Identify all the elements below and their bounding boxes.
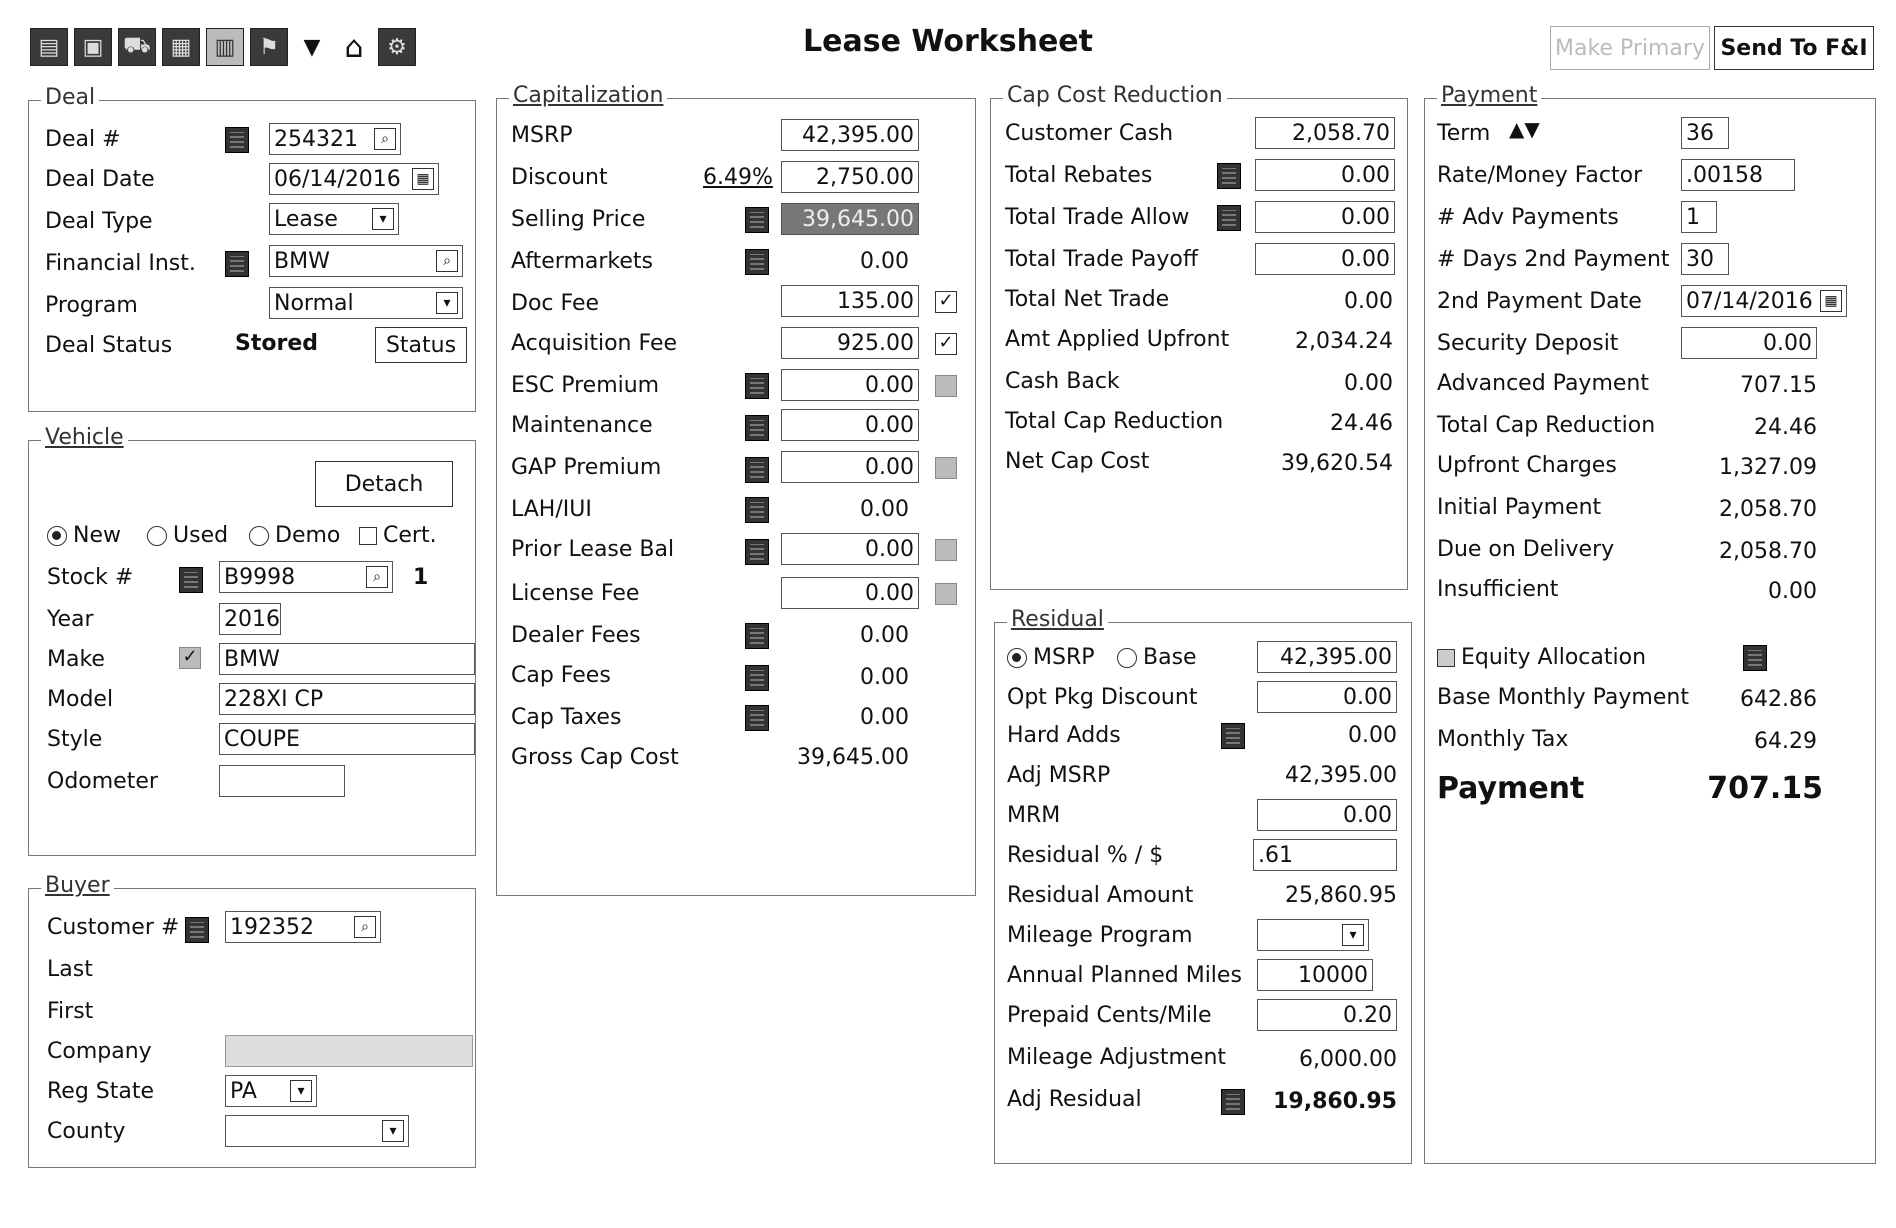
odometer-label: Odometer bbox=[47, 769, 158, 794]
chevron-down-icon[interactable]: ▾ bbox=[1342, 924, 1364, 946]
capitalization-legend: Capitalization bbox=[509, 83, 667, 108]
due-on-delivery-label: Due on Delivery bbox=[1437, 537, 1615, 562]
rate-input[interactable]: .00158 bbox=[1681, 159, 1795, 191]
fin-inst-label: Financial Inst. bbox=[45, 251, 196, 276]
annual-planned-miles-label: Annual Planned Miles bbox=[1007, 963, 1242, 988]
calculator-icon[interactable] bbox=[745, 705, 769, 731]
monthly-tax-label: Monthly Tax bbox=[1437, 727, 1569, 752]
base-monthly-payment-value: 642.86 bbox=[1740, 687, 1817, 712]
acquisition-fee-checkbox[interactable]: ✓ bbox=[935, 333, 957, 355]
cert-checkbox[interactable]: Cert. bbox=[359, 523, 437, 548]
calculator-icon[interactable] bbox=[745, 207, 769, 233]
residual-amount-label: Residual Amount bbox=[1007, 883, 1194, 908]
acquisition-fee-input[interactable]: 925.00 bbox=[781, 327, 919, 359]
gap-premium-label: GAP Premium bbox=[511, 455, 662, 480]
net-cap-cost-value: 39,620.54 bbox=[1281, 451, 1393, 476]
term-label: Term bbox=[1437, 121, 1491, 146]
residual-group bbox=[994, 607, 1412, 1164]
odometer-input[interactable] bbox=[219, 765, 345, 797]
payment-total-value: 707.15 bbox=[1707, 771, 1823, 806]
adv-payments-input[interactable]: 1 bbox=[1681, 201, 1717, 233]
calculator-icon[interactable] bbox=[745, 539, 769, 565]
year-input[interactable]: 2016 bbox=[219, 603, 281, 635]
discount-label: Discount bbox=[511, 165, 608, 190]
calculator-icon[interactable] bbox=[745, 497, 769, 523]
days-2nd-payment-input[interactable]: 30 bbox=[1681, 243, 1729, 275]
term-input[interactable]: 36 bbox=[1681, 117, 1729, 149]
annual-planned-miles-input[interactable]: 10000 bbox=[1257, 959, 1373, 991]
amt-applied-upfront-label: Amt Applied Upfront bbox=[1005, 327, 1230, 352]
adj-residual-value: 19,860.95 bbox=[1273, 1089, 1397, 1114]
license-fee-checkbox[interactable] bbox=[935, 583, 957, 605]
acquisition-fee-label: Acquisition Fee bbox=[511, 331, 678, 356]
doc-fee-input[interactable]: 135.00 bbox=[781, 285, 919, 317]
total-cap-reduction-value: 24.46 bbox=[1330, 411, 1393, 436]
esc-premium-checkbox[interactable] bbox=[935, 375, 957, 397]
residual-legend: Residual bbox=[1007, 607, 1108, 632]
customer-cash-label: Customer Cash bbox=[1005, 121, 1174, 146]
stock-input[interactable]: B9998 ⌕ bbox=[219, 561, 393, 593]
residual-amount-value: 25,860.95 bbox=[1285, 883, 1397, 908]
total-trade-allow-input[interactable]: 0.00 bbox=[1255, 201, 1395, 233]
car-icon[interactable]: ⛟ bbox=[118, 28, 156, 66]
calculator-icon[interactable] bbox=[745, 665, 769, 691]
residual-pct-input[interactable]: .61 bbox=[1253, 839, 1397, 871]
residual-pct-label: Residual % / $ bbox=[1007, 843, 1164, 868]
msrp-input[interactable]: 42,395.00 bbox=[781, 119, 919, 151]
reg-state-select[interactable]: PA ▾ bbox=[225, 1075, 317, 1107]
payment-group bbox=[1424, 83, 1876, 1164]
buyer-group bbox=[28, 873, 476, 1168]
mileage-program-select[interactable] bbox=[1257, 919, 1369, 951]
stock-count: 1 bbox=[413, 565, 429, 590]
2nd-payment-date-label: 2nd Payment Date bbox=[1437, 289, 1642, 314]
initial-payment-label: Initial Payment bbox=[1437, 495, 1602, 520]
total-net-trade-label: Total Net Trade bbox=[1005, 287, 1170, 312]
total-trade-allow-label: Total Trade Allow bbox=[1005, 205, 1190, 230]
customer-cash-input[interactable]: 2,058.70 bbox=[1255, 117, 1395, 149]
msrp-label: MSRP bbox=[511, 123, 573, 148]
calculator-icon[interactable] bbox=[225, 251, 249, 277]
county-label: County bbox=[47, 1119, 126, 1144]
county-select[interactable] bbox=[225, 1115, 409, 1147]
chevron-down-icon[interactable]: ▾ bbox=[436, 292, 458, 314]
license-fee-label: License Fee bbox=[511, 581, 640, 606]
gap-premium-input[interactable]: 0.00 bbox=[781, 451, 919, 483]
deal-status-value: Stored bbox=[235, 331, 318, 356]
advanced-payment-value: 707.15 bbox=[1740, 373, 1817, 398]
radio-icon[interactable] bbox=[47, 526, 67, 546]
cash-back-value: 0.00 bbox=[1344, 371, 1393, 396]
buyer-legend: Buyer bbox=[41, 873, 114, 898]
clipboard-icon[interactable]: ▦ bbox=[162, 28, 200, 66]
gap-premium-checkbox[interactable] bbox=[935, 457, 957, 479]
mileage-adjustment-label: Mileage Adjustment bbox=[1007, 1045, 1227, 1070]
deal-type-select[interactable]: Lease ▾ bbox=[269, 203, 399, 235]
dealer-fees-label: Dealer Fees bbox=[511, 623, 641, 648]
license-fee-input[interactable]: 0.00 bbox=[781, 577, 919, 609]
mrm-label: MRM bbox=[1007, 803, 1061, 828]
calculator-icon[interactable]: ▥ bbox=[206, 28, 244, 66]
make-label: Make bbox=[47, 647, 105, 672]
tools-icon[interactable]: ⚙ bbox=[378, 28, 416, 66]
customer-input[interactable]: 192352 ⌕ bbox=[225, 911, 381, 943]
prepaid-cents-label: Prepaid Cents/Mile bbox=[1007, 1003, 1212, 1028]
prior-lease-bal-input[interactable]: 0.00 bbox=[781, 533, 919, 565]
hard-adds-label: Hard Adds bbox=[1007, 723, 1121, 748]
fin-inst-input[interactable]: BMW ⌕ bbox=[269, 245, 463, 277]
calculator-icon[interactable] bbox=[745, 249, 769, 275]
cash-back-label: Cash Back bbox=[1005, 369, 1120, 394]
radio-icon[interactable] bbox=[249, 526, 269, 546]
make-input[interactable]: BMW bbox=[219, 643, 475, 675]
discount-input[interactable]: 2,750.00 bbox=[781, 161, 919, 193]
style-input[interactable]: COUPE bbox=[219, 723, 475, 755]
calculator-icon[interactable] bbox=[745, 373, 769, 399]
cap-fees-label: Cap Fees bbox=[511, 663, 611, 688]
search-icon[interactable]: ⌕ bbox=[366, 566, 388, 588]
chevron-down-icon[interactable]: ▾ bbox=[382, 1120, 404, 1142]
company-input bbox=[225, 1035, 473, 1067]
capitalization-group bbox=[496, 83, 976, 896]
net-cap-cost-label: Net Cap Cost bbox=[1005, 449, 1150, 474]
maintenance-input[interactable]: 0.00 bbox=[781, 409, 919, 441]
monthly-tax-value: 64.29 bbox=[1754, 729, 1817, 754]
deal-type-label: Deal Type bbox=[45, 209, 153, 234]
lah-iui-value: 0.00 bbox=[860, 497, 909, 522]
doc-fee-checkbox[interactable]: ✓ bbox=[935, 291, 957, 313]
deal-no-input[interactable]: 254321 ⌕ bbox=[269, 123, 401, 155]
calendar-icon[interactable]: ▦ bbox=[1820, 290, 1842, 312]
save-icon[interactable]: ▣ bbox=[74, 28, 112, 66]
deal-date-input[interactable]: 06/14/2016 ▦ bbox=[269, 163, 439, 195]
first-label: First bbox=[47, 999, 94, 1024]
year-label: Year bbox=[47, 607, 94, 632]
equity-allocation-checkbox[interactable]: Equity Allocation bbox=[1437, 645, 1646, 670]
vehicle-legend: Vehicle bbox=[41, 425, 128, 450]
mrm-input[interactable]: 0.00 bbox=[1257, 799, 1397, 831]
lah-iui-label: LAH/IUI bbox=[511, 497, 592, 522]
calculator-icon[interactable] bbox=[185, 917, 209, 943]
deal-group bbox=[28, 85, 476, 412]
customer-label: Customer # bbox=[47, 915, 180, 940]
insufficient-label: Insufficient bbox=[1437, 577, 1559, 602]
initial-payment-value: 2,058.70 bbox=[1719, 497, 1817, 522]
selling-price-input[interactable]: 39,645.00 bbox=[781, 203, 919, 235]
adj-msrp-value: 42,395.00 bbox=[1285, 763, 1397, 788]
deal-legend: Deal bbox=[41, 85, 99, 110]
radio-new[interactable]: New bbox=[47, 523, 121, 548]
insufficient-value: 0.00 bbox=[1768, 579, 1817, 604]
make-primary-button[interactable]: Make Primary bbox=[1550, 26, 1710, 70]
radio-used[interactable]: Used bbox=[147, 523, 228, 548]
flag-icon[interactable]: ⚑ bbox=[250, 28, 288, 66]
model-label: Model bbox=[47, 687, 114, 712]
residual-msrp-input[interactable]: 42,395.00 bbox=[1257, 641, 1397, 673]
discount-percent-link[interactable]: 6.49% bbox=[703, 165, 773, 190]
folder-icon[interactable]: ▤ bbox=[30, 28, 68, 66]
style-label: Style bbox=[47, 727, 103, 752]
upfront-charges-label: Upfront Charges bbox=[1437, 453, 1617, 478]
radio-icon[interactable] bbox=[1117, 648, 1137, 668]
payment-legend: Payment bbox=[1437, 83, 1541, 108]
page-title: Lease Worksheet bbox=[803, 24, 1093, 59]
cap-cost-reduction-group bbox=[990, 83, 1408, 590]
checkbox-icon[interactable] bbox=[1437, 649, 1455, 667]
radio-msrp[interactable]: MSRP bbox=[1007, 645, 1095, 670]
model-input[interactable]: 228XI CP bbox=[219, 683, 475, 715]
payment-total-label: Payment bbox=[1437, 771, 1585, 806]
calculator-icon[interactable] bbox=[1217, 205, 1241, 231]
total-trade-payoff-input[interactable]: 0.00 bbox=[1255, 243, 1395, 275]
total-rebates-input[interactable]: 0.00 bbox=[1255, 159, 1395, 191]
chevron-down-icon[interactable]: ▾ bbox=[372, 208, 394, 230]
calculator-icon[interactable] bbox=[745, 457, 769, 483]
program-label: Program bbox=[45, 293, 138, 318]
calculator-icon[interactable] bbox=[1221, 723, 1245, 749]
mileage-adjustment-value: 6,000.00 bbox=[1299, 1047, 1397, 1072]
dropdown-arrow-icon[interactable]: ▼ bbox=[303, 34, 321, 60]
calculator-icon[interactable] bbox=[1221, 1089, 1245, 1115]
company-label: Company bbox=[47, 1039, 152, 1064]
calculator-icon[interactable] bbox=[1743, 645, 1767, 671]
days-2nd-payment-label: # Days 2nd Payment bbox=[1437, 247, 1670, 272]
adv-payments-label: # Adv Payments bbox=[1437, 205, 1619, 230]
gross-cap-cost-label: Gross Cap Cost bbox=[511, 745, 679, 770]
checkbox-icon[interactable] bbox=[359, 527, 377, 545]
esc-premium-label: ESC Premium bbox=[511, 373, 660, 398]
upfront-charges-value: 1,327.09 bbox=[1719, 455, 1817, 480]
adj-msrp-label: Adj MSRP bbox=[1007, 763, 1111, 788]
prepaid-cents-input[interactable]: 0.20 bbox=[1257, 999, 1397, 1031]
status-button[interactable]: Status bbox=[375, 327, 467, 363]
dealer-fees-value: 0.00 bbox=[860, 623, 909, 648]
base-monthly-payment-label: Base Monthly Payment bbox=[1437, 685, 1689, 710]
detach-button[interactable]: Detach bbox=[315, 461, 453, 507]
due-on-delivery-value: 2,058.70 bbox=[1719, 539, 1817, 564]
cap-fees-value: 0.00 bbox=[860, 665, 909, 690]
search-icon[interactable]: ⌕ bbox=[436, 250, 458, 272]
advanced-payment-label: Advanced Payment bbox=[1437, 371, 1649, 396]
prior-lease-bal-checkbox[interactable] bbox=[935, 539, 957, 561]
aftermarkets-label: Aftermarkets bbox=[511, 249, 653, 274]
send-to-fi-button[interactable]: Send To F&I bbox=[1714, 26, 1874, 70]
calculator-icon[interactable] bbox=[225, 127, 249, 153]
calculator-icon[interactable] bbox=[745, 623, 769, 649]
selling-price-label: Selling Price bbox=[511, 207, 646, 232]
maintenance-label: Maintenance bbox=[511, 413, 653, 438]
deal-date-label: Deal Date bbox=[45, 167, 155, 192]
esc-premium-input[interactable]: 0.00 bbox=[781, 369, 919, 401]
total-rebates-label: Total Rebates bbox=[1005, 163, 1153, 188]
last-label: Last bbox=[47, 957, 93, 982]
stock-label: Stock # bbox=[47, 565, 134, 590]
total-trade-payoff-label: Total Trade Payoff bbox=[1005, 247, 1198, 272]
security-deposit-label: Security Deposit bbox=[1437, 331, 1619, 356]
reg-state-label: Reg State bbox=[47, 1079, 155, 1104]
doc-fee-label: Doc Fee bbox=[511, 291, 600, 316]
security-deposit-input[interactable]: 0.00 bbox=[1681, 327, 1817, 359]
cap-cost-reduction-legend: Cap Cost Reduction bbox=[1003, 83, 1227, 108]
make-check-icon[interactable]: ✓ bbox=[179, 647, 201, 669]
calculator-icon[interactable] bbox=[1217, 163, 1241, 189]
cap-taxes-value: 0.00 bbox=[860, 705, 909, 730]
radio-icon[interactable] bbox=[147, 526, 167, 546]
home-icon[interactable]: ⌂ bbox=[344, 29, 364, 65]
radio-demo[interactable]: Demo bbox=[249, 523, 340, 548]
payment-total-cap-reduction-label: Total Cap Reduction bbox=[1437, 413, 1656, 438]
mileage-program-label: Mileage Program bbox=[1007, 923, 1193, 948]
total-cap-reduction-label: Total Cap Reduction bbox=[1005, 409, 1224, 434]
rate-label: Rate/Money Factor bbox=[1437, 163, 1643, 188]
search-icon[interactable]: ⌕ bbox=[354, 916, 376, 938]
opt-pkg-discount-label: Opt Pkg Discount bbox=[1007, 685, 1198, 710]
prior-lease-bal-label: Prior Lease Bal bbox=[511, 537, 675, 562]
radio-base[interactable]: Base bbox=[1117, 645, 1197, 670]
adj-residual-label: Adj Residual bbox=[1007, 1087, 1142, 1112]
radio-icon[interactable] bbox=[1007, 648, 1027, 668]
amt-applied-upfront-value: 2,034.24 bbox=[1295, 329, 1393, 354]
hard-adds-value: 0.00 bbox=[1348, 723, 1397, 748]
calculator-icon[interactable] bbox=[179, 567, 203, 593]
total-net-trade-value: 0.00 bbox=[1344, 289, 1393, 314]
vehicle-group bbox=[28, 425, 476, 856]
opt-pkg-discount-input[interactable]: 0.00 bbox=[1257, 681, 1397, 713]
deal-no-label: Deal # bbox=[45, 127, 121, 152]
payment-total-cap-reduction-value: 24.46 bbox=[1754, 415, 1817, 440]
chevron-down-icon[interactable]: ▾ bbox=[290, 1080, 312, 1102]
search-icon[interactable]: ⌕ bbox=[374, 128, 396, 150]
gross-cap-cost-value: 39,645.00 bbox=[797, 745, 909, 770]
2nd-payment-date-input[interactable]: 07/14/2016 ▦ bbox=[1681, 285, 1847, 317]
deal-status-label: Deal Status bbox=[45, 333, 173, 358]
program-select[interactable]: Normal ▾ bbox=[269, 287, 463, 319]
cap-taxes-label: Cap Taxes bbox=[511, 705, 622, 730]
calendar-icon[interactable]: ▦ bbox=[412, 168, 434, 190]
calculator-icon[interactable] bbox=[745, 415, 769, 441]
aftermarkets-value: 0.00 bbox=[860, 249, 909, 274]
term-stepper-icon[interactable]: ▲▼ bbox=[1509, 117, 1540, 141]
